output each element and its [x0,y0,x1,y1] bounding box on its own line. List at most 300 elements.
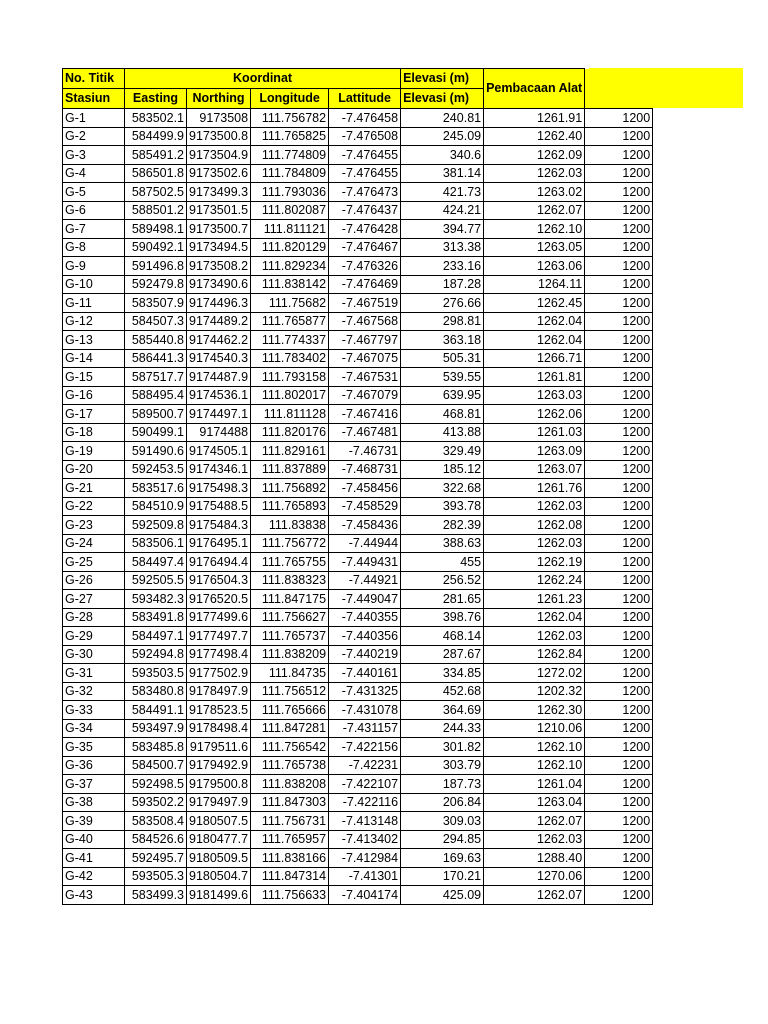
cell-northing: 9180477.7 [187,830,251,849]
cell-reading-value: 1200 [585,645,653,664]
cell-lattitude: -7.413148 [329,812,401,831]
cell-lattitude: -7.476428 [329,220,401,239]
cell-northing: 9179500.8 [187,775,251,794]
cell-station-id: G-6 [63,201,125,220]
cell-longitude: 111.838142 [251,275,329,294]
cell-reading-value: 1200 [585,479,653,498]
cell-reading-value: 1200 [585,201,653,220]
cell-reading-value: 1200 [585,886,653,905]
cell-lattitude: -7.467519 [329,294,401,313]
cell-station-id: G-32 [63,682,125,701]
cell-northing: 9177499.6 [187,608,251,627]
cell-easting: 593497.9 [125,719,187,738]
cell-reading-value: 1200 [585,294,653,313]
cell-lattitude: -7.458456 [329,479,401,498]
cell-pembacaan-alat: 1261.03 [484,423,585,442]
cell-lattitude: -7.467075 [329,349,401,368]
survey-data-table [62,68,653,905]
table-row [63,442,653,461]
cell-elevasi: 468.81 [401,405,484,424]
cell-easting: 584499.9 [125,127,187,146]
cell-station-id: G-35 [63,738,125,757]
cell-elevasi: 309.03 [401,812,484,831]
cell-pembacaan-alat: 1210.06 [484,719,585,738]
cell-easting: 586501.8 [125,164,187,183]
cell-reading-value: 1200 [585,442,653,461]
cell-lattitude: -7.467531 [329,368,401,387]
table-row [63,756,653,775]
cell-lattitude: -7.467079 [329,386,401,405]
cell-station-id: G-20 [63,460,125,479]
cell-lattitude: -7.431325 [329,682,401,701]
table-row [63,812,653,831]
cell-reading-value: 1200 [585,571,653,590]
cell-northing: 9176494.4 [187,553,251,572]
cell-pembacaan-alat: 1263.07 [484,460,585,479]
cell-pembacaan-alat: 1202.32 [484,682,585,701]
cell-easting: 592453.5 [125,460,187,479]
cell-longitude: 111.829234 [251,257,329,276]
cell-station-id: G-5 [63,183,125,202]
cell-elevasi: 185.12 [401,460,484,479]
cell-reading-value: 1200 [585,497,653,516]
table-row [63,627,653,646]
cell-easting: 583485.8 [125,738,187,757]
cell-longitude: 111.838323 [251,571,329,590]
cell-elevasi: 468.14 [401,627,484,646]
cell-easting: 593505.3 [125,867,187,886]
cell-northing: 9173494.5 [187,238,251,257]
cell-easting: 590499.1 [125,423,187,442]
cell-northing: 9179497.9 [187,793,251,812]
cell-lattitude: -7.467797 [329,331,401,350]
table-row [63,201,653,220]
table-row [63,738,653,757]
cell-reading-value: 1200 [585,312,653,331]
cell-lattitude: -7.440355 [329,608,401,627]
cell-elevasi: 301.82 [401,738,484,757]
table-row [63,664,653,683]
cell-elevasi: 169.63 [401,849,484,868]
cell-reading-value: 1200 [585,867,653,886]
cell-reading-value: 1200 [585,812,653,831]
cell-easting: 588495.4 [125,386,187,405]
cell-longitude: 111.765738 [251,756,329,775]
cell-northing: 9178497.9 [187,682,251,701]
table-row [63,571,653,590]
cell-reading-value: 1200 [585,405,653,424]
cell-pembacaan-alat: 1262.24 [484,571,585,590]
cell-elevasi: 322.68 [401,479,484,498]
cell-station-id: G-18 [63,423,125,442]
cell-longitude: 111.811121 [251,220,329,239]
cell-station-id: G-2 [63,127,125,146]
cell-reading-value: 1200 [585,349,653,368]
cell-longitude: 111.793158 [251,368,329,387]
cell-northing: 9175498.3 [187,479,251,498]
cell-longitude: 111.838209 [251,645,329,664]
header-blank-cell [585,69,653,109]
cell-lattitude: -7.44944 [329,534,401,553]
cell-easting: 584510.9 [125,497,187,516]
cell-northing: 9173490.6 [187,275,251,294]
cell-pembacaan-alat: 1261.23 [484,590,585,609]
cell-station-id: G-30 [63,645,125,664]
cell-elevasi: 334.85 [401,664,484,683]
cell-easting: 587517.7 [125,368,187,387]
cell-station-id: G-11 [63,294,125,313]
cell-elevasi: 381.14 [401,164,484,183]
cell-northing: 9174505.1 [187,442,251,461]
table-row [63,109,653,128]
cell-longitude: 111.765666 [251,701,329,720]
cell-northing: 9174488 [187,423,251,442]
cell-reading-value: 1200 [585,664,653,683]
cell-easting: 583506.1 [125,534,187,553]
cell-longitude: 111.756542 [251,738,329,757]
cell-pembacaan-alat: 1261.91 [484,109,585,128]
cell-reading-value: 1200 [585,775,653,794]
cell-lattitude: -7.468731 [329,460,401,479]
cell-longitude: 111.829161 [251,442,329,461]
table-row [63,164,653,183]
table-row [63,497,653,516]
cell-northing: 9173501.5 [187,201,251,220]
cell-easting: 583502.1 [125,109,187,128]
cell-longitude: 111.802087 [251,201,329,220]
cell-easting: 592505.5 [125,571,187,590]
cell-reading-value: 1200 [585,423,653,442]
cell-elevasi: 187.73 [401,775,484,794]
cell-lattitude: -7.467481 [329,423,401,442]
cell-elevasi: 170.21 [401,867,484,886]
cell-easting: 583480.8 [125,682,187,701]
table-row [63,294,653,313]
cell-elevasi: 363.18 [401,331,484,350]
cell-station-id: G-3 [63,146,125,165]
cell-northing: 9175488.5 [187,497,251,516]
cell-easting: 585440.8 [125,331,187,350]
cell-lattitude: -7.476455 [329,146,401,165]
cell-lattitude: -7.476437 [329,201,401,220]
cell-lattitude: -7.476458 [329,109,401,128]
cell-station-id: G-4 [63,164,125,183]
cell-reading-value: 1200 [585,590,653,609]
cell-northing: 9173508 [187,109,251,128]
cell-pembacaan-alat: 1288.40 [484,849,585,868]
cell-elevasi: 455 [401,553,484,572]
cell-pembacaan-alat: 1263.02 [484,183,585,202]
cell-easting: 583507.9 [125,294,187,313]
table-row [63,775,653,794]
cell-lattitude: -7.476473 [329,183,401,202]
cell-northing: 9174536.1 [187,386,251,405]
cell-pembacaan-alat: 1262.03 [484,497,585,516]
cell-station-id: G-28 [63,608,125,627]
cell-easting: 589500.7 [125,405,187,424]
cell-station-id: G-12 [63,312,125,331]
cell-station-id: G-29 [63,627,125,646]
cell-station-id: G-38 [63,793,125,812]
cell-pembacaan-alat: 1264.11 [484,275,585,294]
cell-station-id: G-9 [63,257,125,276]
cell-reading-value: 1200 [585,830,653,849]
cell-elevasi: 240.81 [401,109,484,128]
table-row [63,349,653,368]
table-row [63,553,653,572]
cell-pembacaan-alat: 1263.09 [484,442,585,461]
cell-pembacaan-alat: 1262.45 [484,294,585,313]
cell-northing: 9173500.8 [187,127,251,146]
cell-station-id: G-8 [63,238,125,257]
cell-northing: 9174497.1 [187,405,251,424]
table-row [63,386,653,405]
cell-northing: 9180504.7 [187,867,251,886]
cell-reading-value: 1200 [585,257,653,276]
cell-northing: 9177502.9 [187,664,251,683]
header-no-titik: No. Titik [63,69,125,89]
cell-northing: 9174540.3 [187,349,251,368]
cell-easting: 584526.6 [125,830,187,849]
cell-elevasi: 303.79 [401,756,484,775]
table-row [63,590,653,609]
header-koordinat: Koordinat [125,69,401,89]
cell-easting: 592479.8 [125,275,187,294]
cell-northing: 9176495.1 [187,534,251,553]
cell-station-id: G-10 [63,275,125,294]
cell-pembacaan-alat: 1262.10 [484,220,585,239]
table-row [63,608,653,627]
cell-reading-value: 1200 [585,460,653,479]
table-row [63,793,653,812]
cell-northing: 9174487.9 [187,368,251,387]
cell-pembacaan-alat: 1262.03 [484,164,585,183]
cell-northing: 9174346.1 [187,460,251,479]
table-row [63,830,653,849]
cell-elevasi: 287.67 [401,645,484,664]
cell-lattitude: -7.440356 [329,627,401,646]
cell-lattitude: -7.449047 [329,590,401,609]
cell-elevasi: 294.85 [401,830,484,849]
cell-northing: 9173502.6 [187,164,251,183]
cell-pembacaan-alat: 1261.81 [484,368,585,387]
cell-longitude: 111.847303 [251,793,329,812]
cell-pembacaan-alat: 1262.40 [484,127,585,146]
cell-longitude: 111.847175 [251,590,329,609]
cell-elevasi: 313.38 [401,238,484,257]
cell-pembacaan-alat: 1263.06 [484,257,585,276]
table-row [63,682,653,701]
cell-longitude: 111.820176 [251,423,329,442]
cell-lattitude: -7.440219 [329,645,401,664]
cell-reading-value: 1200 [585,368,653,387]
cell-easting: 589498.1 [125,220,187,239]
cell-pembacaan-alat: 1262.04 [484,331,585,350]
table-row [63,183,653,202]
table-row [63,423,653,442]
cell-longitude: 111.774337 [251,331,329,350]
cell-easting: 592494.8 [125,645,187,664]
cell-reading-value: 1200 [585,516,653,535]
header-stasiun: Stasiun [63,89,125,109]
cell-reading-value: 1200 [585,146,653,165]
cell-elevasi: 276.66 [401,294,484,313]
cell-pembacaan-alat: 1262.84 [484,645,585,664]
table-row [63,849,653,868]
cell-longitude: 111.756512 [251,682,329,701]
cell-lattitude: -7.404174 [329,886,401,905]
table-row [63,238,653,257]
cell-lattitude: -7.41301 [329,867,401,886]
cell-station-id: G-7 [63,220,125,239]
cell-easting: 593502.2 [125,793,187,812]
cell-reading-value: 1200 [585,719,653,738]
cell-longitude: 111.765737 [251,627,329,646]
cell-elevasi: 340.6 [401,146,484,165]
cell-easting: 593482.3 [125,590,187,609]
cell-station-id: G-23 [63,516,125,535]
cell-station-id: G-37 [63,775,125,794]
cell-northing: 9173508.2 [187,257,251,276]
cell-lattitude: -7.422107 [329,775,401,794]
cell-longitude: 111.774809 [251,146,329,165]
cell-elevasi: 388.63 [401,534,484,553]
cell-reading-value: 1200 [585,756,653,775]
table-row [63,460,653,479]
table-row [63,146,653,165]
cell-longitude: 111.765957 [251,830,329,849]
cell-pembacaan-alat: 1262.10 [484,756,585,775]
cell-easting: 584507.3 [125,312,187,331]
cell-northing: 9173504.9 [187,146,251,165]
cell-lattitude: -7.476508 [329,127,401,146]
cell-easting: 587502.5 [125,183,187,202]
table-row [63,534,653,553]
cell-elevasi: 394.77 [401,220,484,239]
cell-longitude: 111.811128 [251,405,329,424]
table-row [63,275,653,294]
cell-station-id: G-40 [63,830,125,849]
cell-reading-value: 1200 [585,849,653,868]
cell-easting: 583491.8 [125,608,187,627]
cell-northing: 9179511.6 [187,738,251,757]
cell-elevasi: 424.21 [401,201,484,220]
cell-longitude: 111.765755 [251,553,329,572]
cell-pembacaan-alat: 1263.05 [484,238,585,257]
cell-station-id: G-27 [63,590,125,609]
cell-station-id: G-19 [63,442,125,461]
header-elevasi-bottom: Elevasi (m) [401,89,484,109]
cell-pembacaan-alat: 1266.71 [484,349,585,368]
cell-reading-value: 1200 [585,331,653,350]
cell-pembacaan-alat: 1262.07 [484,886,585,905]
cell-northing: 9173499.3 [187,183,251,202]
cell-easting: 591490.6 [125,442,187,461]
cell-northing: 9177497.7 [187,627,251,646]
cell-reading-value: 1200 [585,127,653,146]
cell-longitude: 111.756892 [251,479,329,498]
cell-lattitude: -7.46731 [329,442,401,461]
cell-pembacaan-alat: 1262.08 [484,516,585,535]
cell-easting: 583517.6 [125,479,187,498]
cell-reading-value: 1200 [585,627,653,646]
cell-lattitude: -7.412984 [329,849,401,868]
cell-northing: 9180509.5 [187,849,251,868]
header-elevasi-top: Elevasi (m) [401,69,484,89]
table-row [63,127,653,146]
cell-longitude: 111.784809 [251,164,329,183]
cell-easting: 584491.1 [125,701,187,720]
table-row [63,479,653,498]
cell-easting: 592495.7 [125,849,187,868]
cell-reading-value: 1200 [585,386,653,405]
cell-lattitude: -7.422156 [329,738,401,757]
cell-elevasi: 639.95 [401,386,484,405]
cell-pembacaan-alat: 1270.06 [484,867,585,886]
cell-lattitude: -7.476467 [329,238,401,257]
cell-easting: 590492.1 [125,238,187,257]
cell-lattitude: -7.431157 [329,719,401,738]
cell-elevasi: 425.09 [401,886,484,905]
cell-longitude: 111.83838 [251,516,329,535]
cell-elevasi: 206.84 [401,793,484,812]
cell-lattitude: -7.413402 [329,830,401,849]
cell-reading-value: 1200 [585,238,653,257]
cell-easting: 584497.4 [125,553,187,572]
cell-pembacaan-alat: 1262.03 [484,534,585,553]
cell-elevasi: 298.81 [401,312,484,331]
cell-elevasi: 282.39 [401,516,484,535]
cell-pembacaan-alat: 1261.04 [484,775,585,794]
cell-pembacaan-alat: 1262.07 [484,812,585,831]
cell-elevasi: 393.78 [401,497,484,516]
cell-station-id: G-34 [63,719,125,738]
cell-northing: 9178498.4 [187,719,251,738]
cell-longitude: 111.756627 [251,608,329,627]
table-row [63,867,653,886]
cell-lattitude: -7.440161 [329,664,401,683]
cell-station-id: G-26 [63,571,125,590]
cell-pembacaan-alat: 1263.04 [484,793,585,812]
cell-reading-value: 1200 [585,183,653,202]
cell-lattitude: -7.422116 [329,793,401,812]
cell-easting: 583499.3 [125,886,187,905]
cell-easting: 583508.4 [125,812,187,831]
cell-easting: 584500.7 [125,756,187,775]
cell-pembacaan-alat: 1262.19 [484,553,585,572]
cell-easting: 593503.5 [125,664,187,683]
cell-longitude: 111.765893 [251,497,329,516]
table-row [63,516,653,535]
cell-station-id: G-43 [63,886,125,905]
cell-northing: 9181499.6 [187,886,251,905]
cell-elevasi: 505.31 [401,349,484,368]
cell-northing: 9174489.2 [187,312,251,331]
header-row-1 [63,69,653,89]
cell-northing: 9178523.5 [187,701,251,720]
cell-lattitude: -7.467568 [329,312,401,331]
cell-lattitude: -7.476469 [329,275,401,294]
table-row [63,368,653,387]
cell-lattitude: -7.42231 [329,756,401,775]
table-row [63,701,653,720]
cell-longitude: 111.837889 [251,460,329,479]
cell-northing: 9180507.5 [187,812,251,831]
cell-longitude: 111.847281 [251,719,329,738]
cell-reading-value: 1200 [585,701,653,720]
cell-pembacaan-alat: 1262.03 [484,830,585,849]
table-row [63,331,653,350]
